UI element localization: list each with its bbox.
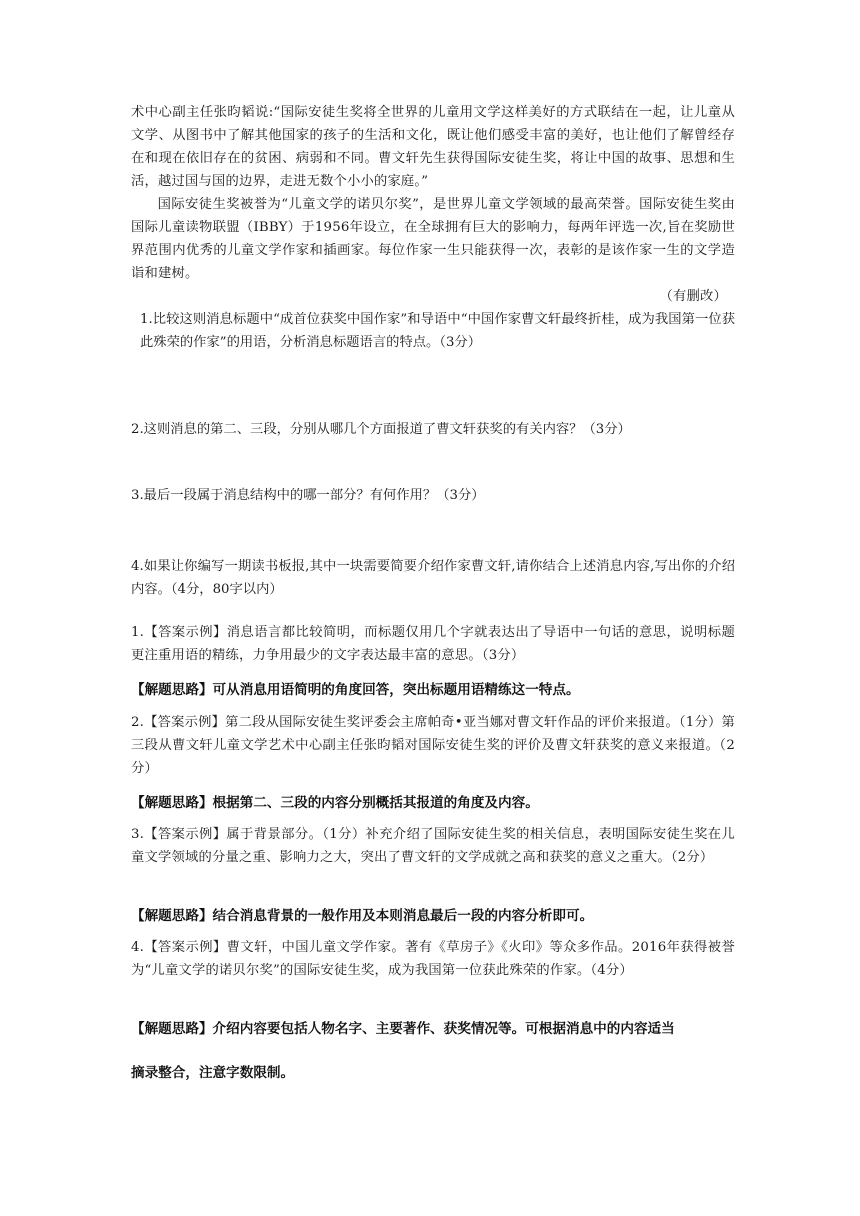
answer-example: 4.【答案示例】曹文轩，中国儿童文学作家。著有《草房子》《火印》等众多作品。2016年获得被誉为“儿童文学的诺贝尔奖”的国际安徒生奖，成为我国第一位获此殊荣的作家。（4分） — [131, 940, 735, 978]
answer-1-tip: 【解题思路】可从消息用语简明的角度回答，突出标题用语精练这一特点。 — [131, 682, 580, 698]
question-2: 2.这则消息的第二、三段，分别从哪几个方面报道了曹文轩获奖的有关内容？（3分） — [131, 422, 631, 437]
answer-example: 1.【答案示例】消息语言都比较简明，而标题仅用几个字就表达出了导语中一句话的意思，说明标题更注重用语的精练，力争用最少的文字表达最丰富的意思。（3分） — [131, 625, 735, 663]
question-1: 1.比较这则消息标题中“成首位获奖中国作家”和导语中“中国作家曹文轩最终折桂，成为我国第一位获此殊荣的作家”的用语，分析消息标题语言的特点。（3分） — [140, 312, 735, 350]
question-4: 4.如果让你编写一期读书板报,其中一块需要简要介绍作家曹文轩,请你结合上述消息内容,写出你的介绍内容。（4分，80字以内） — [131, 559, 735, 597]
tip-line-2: 摘录整合，注意字数限制。 — [131, 1065, 295, 1081]
answer-1 — [131, 621, 735, 667]
answer-3-tip: 【解题思路】结合消息背景的一般作用及本则消息最后一段的内容分析即可。 — [131, 908, 594, 924]
answer-2-tip: 【解题思路】根据第二、三段的内容分别概括其报道的角度及内容。 — [131, 795, 539, 811]
passage-paragraph-1: 术中心副主任张昀韬说:“国际安徒生奖将全世界的儿童用文学这样美好的方式联结在一起，让儿童从文学、从图书中了解其他国家的孩子的生活和文化，既让他们感受丰富的美好，也让他们了解曾经存在和现在依旧存在的贫困、病弱和不同。曹文轩先生获得国际安徒生奖，将让中国的故事、思想和生活，越过国与国的边界，走进无数个小小的家庭。” — [131, 105, 735, 189]
passage-paragraph-2: 国际安徒生奖被誉为“儿童文学的诺贝尔奖”，是世界儿童文学领域的最高荣誉。国际安徒生奖由国际儿童读物联盟（IBBY）于1956年设立，在全球拥有巨大的影响力，每两年评选一次,旨在奖励世界范围内优秀的儿童文学作家和插画家。每位作家一生只能获得一次，表彰的是该作家一生的文学造诣和建树。 — [131, 197, 735, 281]
answer-3 — [131, 823, 735, 869]
passage-block — [131, 101, 735, 308]
answer-2 — [131, 711, 735, 780]
answer-4 — [131, 936, 735, 982]
question-3: 3.最后一段属于消息结构中的哪一部分？有何作用？（3分） — [131, 488, 485, 503]
passage-source-note: （有删改） — [659, 289, 727, 304]
answer-4-tip-continued — [131, 1062, 735, 1085]
answer-example: 3.【答案示例】属于背景部分。（1分）补充介绍了国际安徒生奖的相关信息，表明国际安徒生奖在儿童文学领域的分量之重、影响力之大，突出了曹文轩的文学成就之高和获奖的意义之重大。（2分） — [131, 827, 735, 865]
tip-line-1: 【解题思路】介绍内容要包括人物名字、主要著作、获奖情况等。可根据消息中的内容适当 — [131, 1021, 675, 1037]
answer-4-tip — [131, 1018, 735, 1041]
answer-example: 2.【答案示例】第二段从国际安徒生奖评委会主席帕奇•亚当娜对曹文轩作品的评价来报道。（1分）第三段从曹文轩儿童文学艺术中心副主任张昀韬对国际安徒生奖的评价及曹文轩获奖的意义来报道。（2分） — [131, 715, 735, 776]
